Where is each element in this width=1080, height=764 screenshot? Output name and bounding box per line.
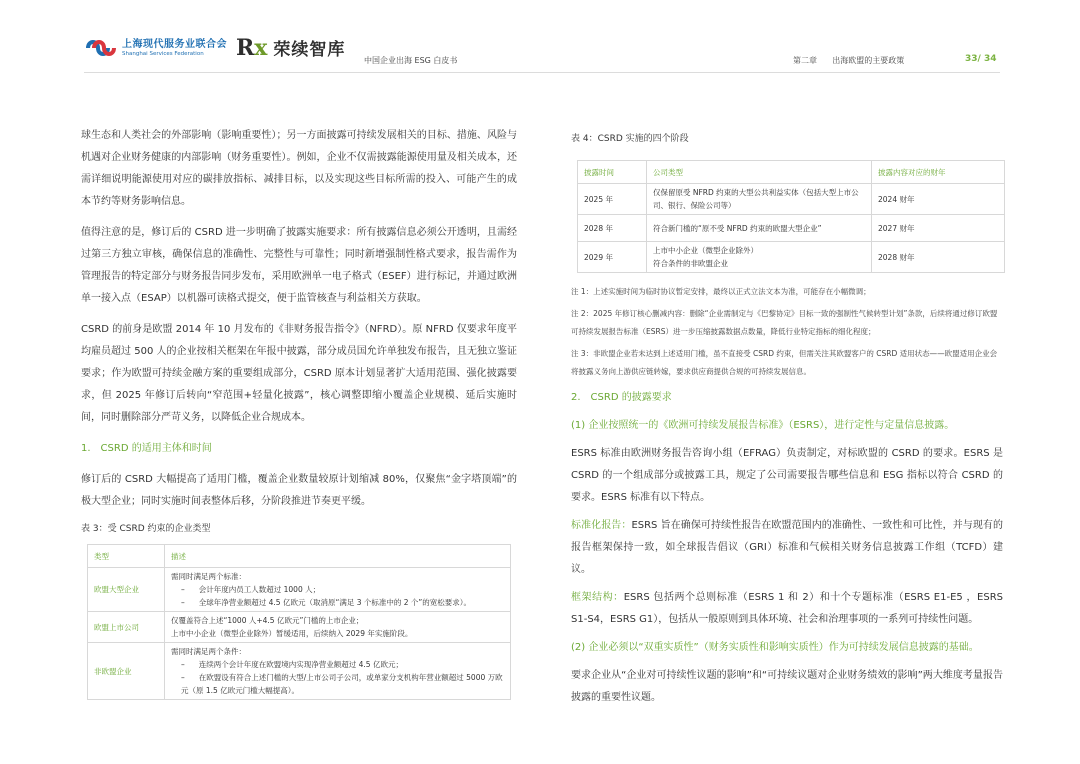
paragraph: 要求企业从“企业对可持续性议题的影响”和“可持续议题对企业财务绩效的影响”两大维度考量报告披露的重要性议题。 — [571, 670, 1003, 703]
table-row — [88, 612, 511, 643]
table-cell-fy: 2024 财年 — [872, 184, 1005, 215]
term-label: 标准化报告： — [571, 520, 632, 531]
term-label: 框架结构： — [571, 592, 624, 603]
right-column — [571, 132, 1003, 709]
table-header: 描述 — [165, 545, 511, 568]
brand-name: 荣续智库 — [273, 40, 346, 60]
ssf-logo — [84, 36, 227, 60]
paragraph — [571, 515, 1003, 581]
paragraph — [571, 587, 1003, 631]
table-cell-type: 欧盟上市公司 — [88, 612, 165, 643]
table-note: 注 3：非欧盟企业若未达到上述适用门槛，虽不直接受 CSRD 约束，但需关注其欧盟客户的 CSRD 适用状态——欧盟适用企业会将披露义务向上游供应链转嫁，要求供应商提供合规的可持续发展信息。 — [571, 349, 998, 376]
table-cell-desc — [165, 643, 511, 700]
table-cell-type: 上市中小企业（微型企业除外） 符合条件的非欧盟企业 — [647, 242, 872, 273]
paragraph: 球生态和人类社会的外部影响（影响重要性）；另一方面披露可持续发展相关的目标、措施、风险与机遇对企业财务健康的内部影响（财务重要性）。例如，企业不仅需披露能源使用量及相关成本，还需详细说明能源使用对应的碳排放指标、减排目标，以及实现这些目标所需的投入、可能产生的成本节约等财务影响信息。 — [81, 130, 517, 207]
table-row — [578, 215, 1005, 242]
section-heading: 2. CSRD 的披露要求 — [571, 392, 672, 403]
chapter-number: 第二章 — [793, 56, 817, 65]
table-row — [578, 242, 1005, 273]
rx-mark: Rx — [236, 34, 268, 61]
desc-line: 需同时满足两个条件： — [171, 647, 246, 656]
table-cell-time: 2028 年 — [578, 215, 647, 242]
desc-bullet: – 会计年度内员工人数超过 1000 人； — [181, 583, 504, 596]
subsection-heading: (1) 企业按照统一的《欧洲可持续发展报告标准》（ESRS），进行定性与定量信息披露。 — [571, 420, 955, 431]
table-cell-type: 欧盟大型企业 — [88, 568, 165, 612]
desc-bullet: – 在欧盟设有符合上述门槛的大型/上市公司子公司，或单家分支机构年营业额超过 5000 万欧元（原 1.5 亿欧元门槛大幅提高）。 — [181, 671, 504, 697]
table-caption: 表 4：CSRD 实施的四个阶段 — [571, 134, 689, 144]
table-note: 注 1：上述实施时间为临时协议暂定安排，最终以正式立法文本为准，可能存在小幅微调； — [571, 287, 871, 296]
chapter-label — [793, 55, 904, 66]
table-4 — [577, 160, 1005, 273]
paragraph: 修订后的 CSRD 大幅提高了适用门槛，覆盖企业数量较原计划缩减 80%，仅聚焦“金字塔顶端”的极大型企业；同时实施时间表整体后移，分阶段推进节奏更平缓。 — [81, 474, 517, 507]
term-text: ESRS 包括两个总则标准（ESRS 1 和 2）和十个专题标准（ESRS E1-E5 ，ESRS S1-S4，ESRS G1），包括从一般原则到具体环境、社会和治理事项的一系列可持续性问题。 — [571, 592, 1003, 625]
table-header: 类型 — [88, 545, 165, 568]
desc-line: 仅覆盖符合上述“1000 人+4.5 亿欧元”门槛的上市企业； — [171, 616, 364, 625]
desc-bullet: – 全球年净营业额超过 4.5 亿欧元（取消原“满足 3 个标准中的 2 个”的宽松要求）。 — [181, 596, 504, 609]
left-column — [81, 125, 517, 700]
table-cell-fy: 2027 财年 — [872, 215, 1005, 242]
table-cell-desc — [165, 612, 511, 643]
document-title: 中国企业出海 ESG 白皮书 — [364, 56, 458, 65]
table-3 — [87, 544, 511, 700]
desc-line: 上市中小企业（微型企业除外）暂缓适用，后续纳入 2029 年实施阶段。 — [171, 629, 413, 638]
table-row — [88, 643, 511, 700]
table-cell-time: 2029 年 — [578, 242, 647, 273]
table-cell-type: 符合新门槛的“原不受 NFRD 约束的欧盟大型企业” — [647, 215, 872, 242]
paragraph: CSRD 的前身是欧盟 2014 年 10 月发布的《非财务报告指令》（NFRD）。原 NFRD 仅要求年度平均雇员超过 500 人的企业按相关框架在年报中披露，部分成员国允许单独发布报告，且无独立鉴证要求；作为欧盟可持续金融方案的重要组成部分，CSRD 原本计划显著扩大适用范围、强化披露要求，但 2025 年修订后转向“窄范围+轻量化披露”，核心调整即缩小覆盖企业规模、延后实施时间，同时删除部分严苛义务，以降低企业合规成本。 — [81, 324, 517, 423]
subsection-heading: (2) 企业必须以“双重实质性”（财务实质性和影响实质性）作为可持续发展信息披露的基础。 — [571, 642, 979, 653]
table-cell-time: 2025 年 — [578, 184, 647, 215]
desc-line: 需同时满足两个标准： — [171, 572, 246, 581]
page-header — [0, 0, 1080, 80]
table-cell-type: 非欧盟企业 — [88, 643, 165, 700]
header-divider — [84, 72, 1000, 73]
section-heading: 1. CSRD 的适用主体和时间 — [81, 443, 212, 454]
table-cell-fy: 2028 财年 — [872, 242, 1005, 273]
term-text: ESRS 旨在确保可持续性报告在欧盟范围内的准确性、一致性和可比性，并与现有的报告框架保持一致，如全球报告倡议（GRI）标准和气候相关财务信息披露工作组（TCFD）建议。 — [571, 520, 1004, 575]
table-caption: 表 3：受 CSRD 约束的企业类型 — [81, 524, 211, 534]
table-row — [88, 568, 511, 612]
desc-bullet: – 连续两个会计年度在欧盟境内实现净营业额超过 4.5 亿欧元； — [181, 658, 504, 671]
paragraph: 值得注意的是，修订后的 CSRD 进一步明确了披露实施要求：所有披露信息必须公开透明，且需经过第三方独立审核，确保信息的准确性、完整性与可靠性；同时新增强制性格式要求，报告需作为管理报告的特定部分与财务报告同步发布，采用欧洲单一电子格式（ESEF）进行标记，并通过欧洲单一接入点（ESAP）以机器可读格式提交，便于监管核查与利益相关方获取。 — [81, 227, 517, 304]
table-row — [578, 184, 1005, 215]
chapter-title: 出海欧盟的主要政策 — [832, 56, 905, 65]
org-name-en: Shanghai Services Federation — [122, 50, 204, 57]
ssf-logo-icon — [84, 36, 118, 60]
table-cell-desc — [165, 568, 511, 612]
table-header: 披露内容对应的财年 — [872, 161, 1005, 184]
table-header: 披露时间 — [578, 161, 647, 184]
rx-logo — [236, 35, 345, 60]
table-header: 公司类型 — [647, 161, 872, 184]
org-name-cn: 上海现代服务业联合会 — [122, 38, 227, 50]
paragraph: ESRS 标准由欧洲财务报告咨询小组（EFRAG）负责制定，对标欧盟的 CSRD 的要求。ESRS 是 CSRD 的一个组成部分或披露工具，规定了公司需要报告哪些信息和 ESG 指标以符合 CSRD 的要求。ESRS 标准有以下特点。 — [571, 448, 1003, 503]
table-cell-type: 仅保留原受 NFRD 约束的大型公共利益实体（包括大型上市公司、银行、保险公司等） — [647, 184, 872, 215]
table-note: 注 2：2025 年修订核心删减内容：删除“企业需制定与《巴黎协定》目标一致的强制性气候转型计划”条款，后续将通过修订欧盟可持续发展报告标准（ESRS）进一步压缩披露数据点数量，降低行业特定指标的细化程度； — [571, 309, 998, 336]
page-number: 33/ 34 — [965, 54, 997, 64]
